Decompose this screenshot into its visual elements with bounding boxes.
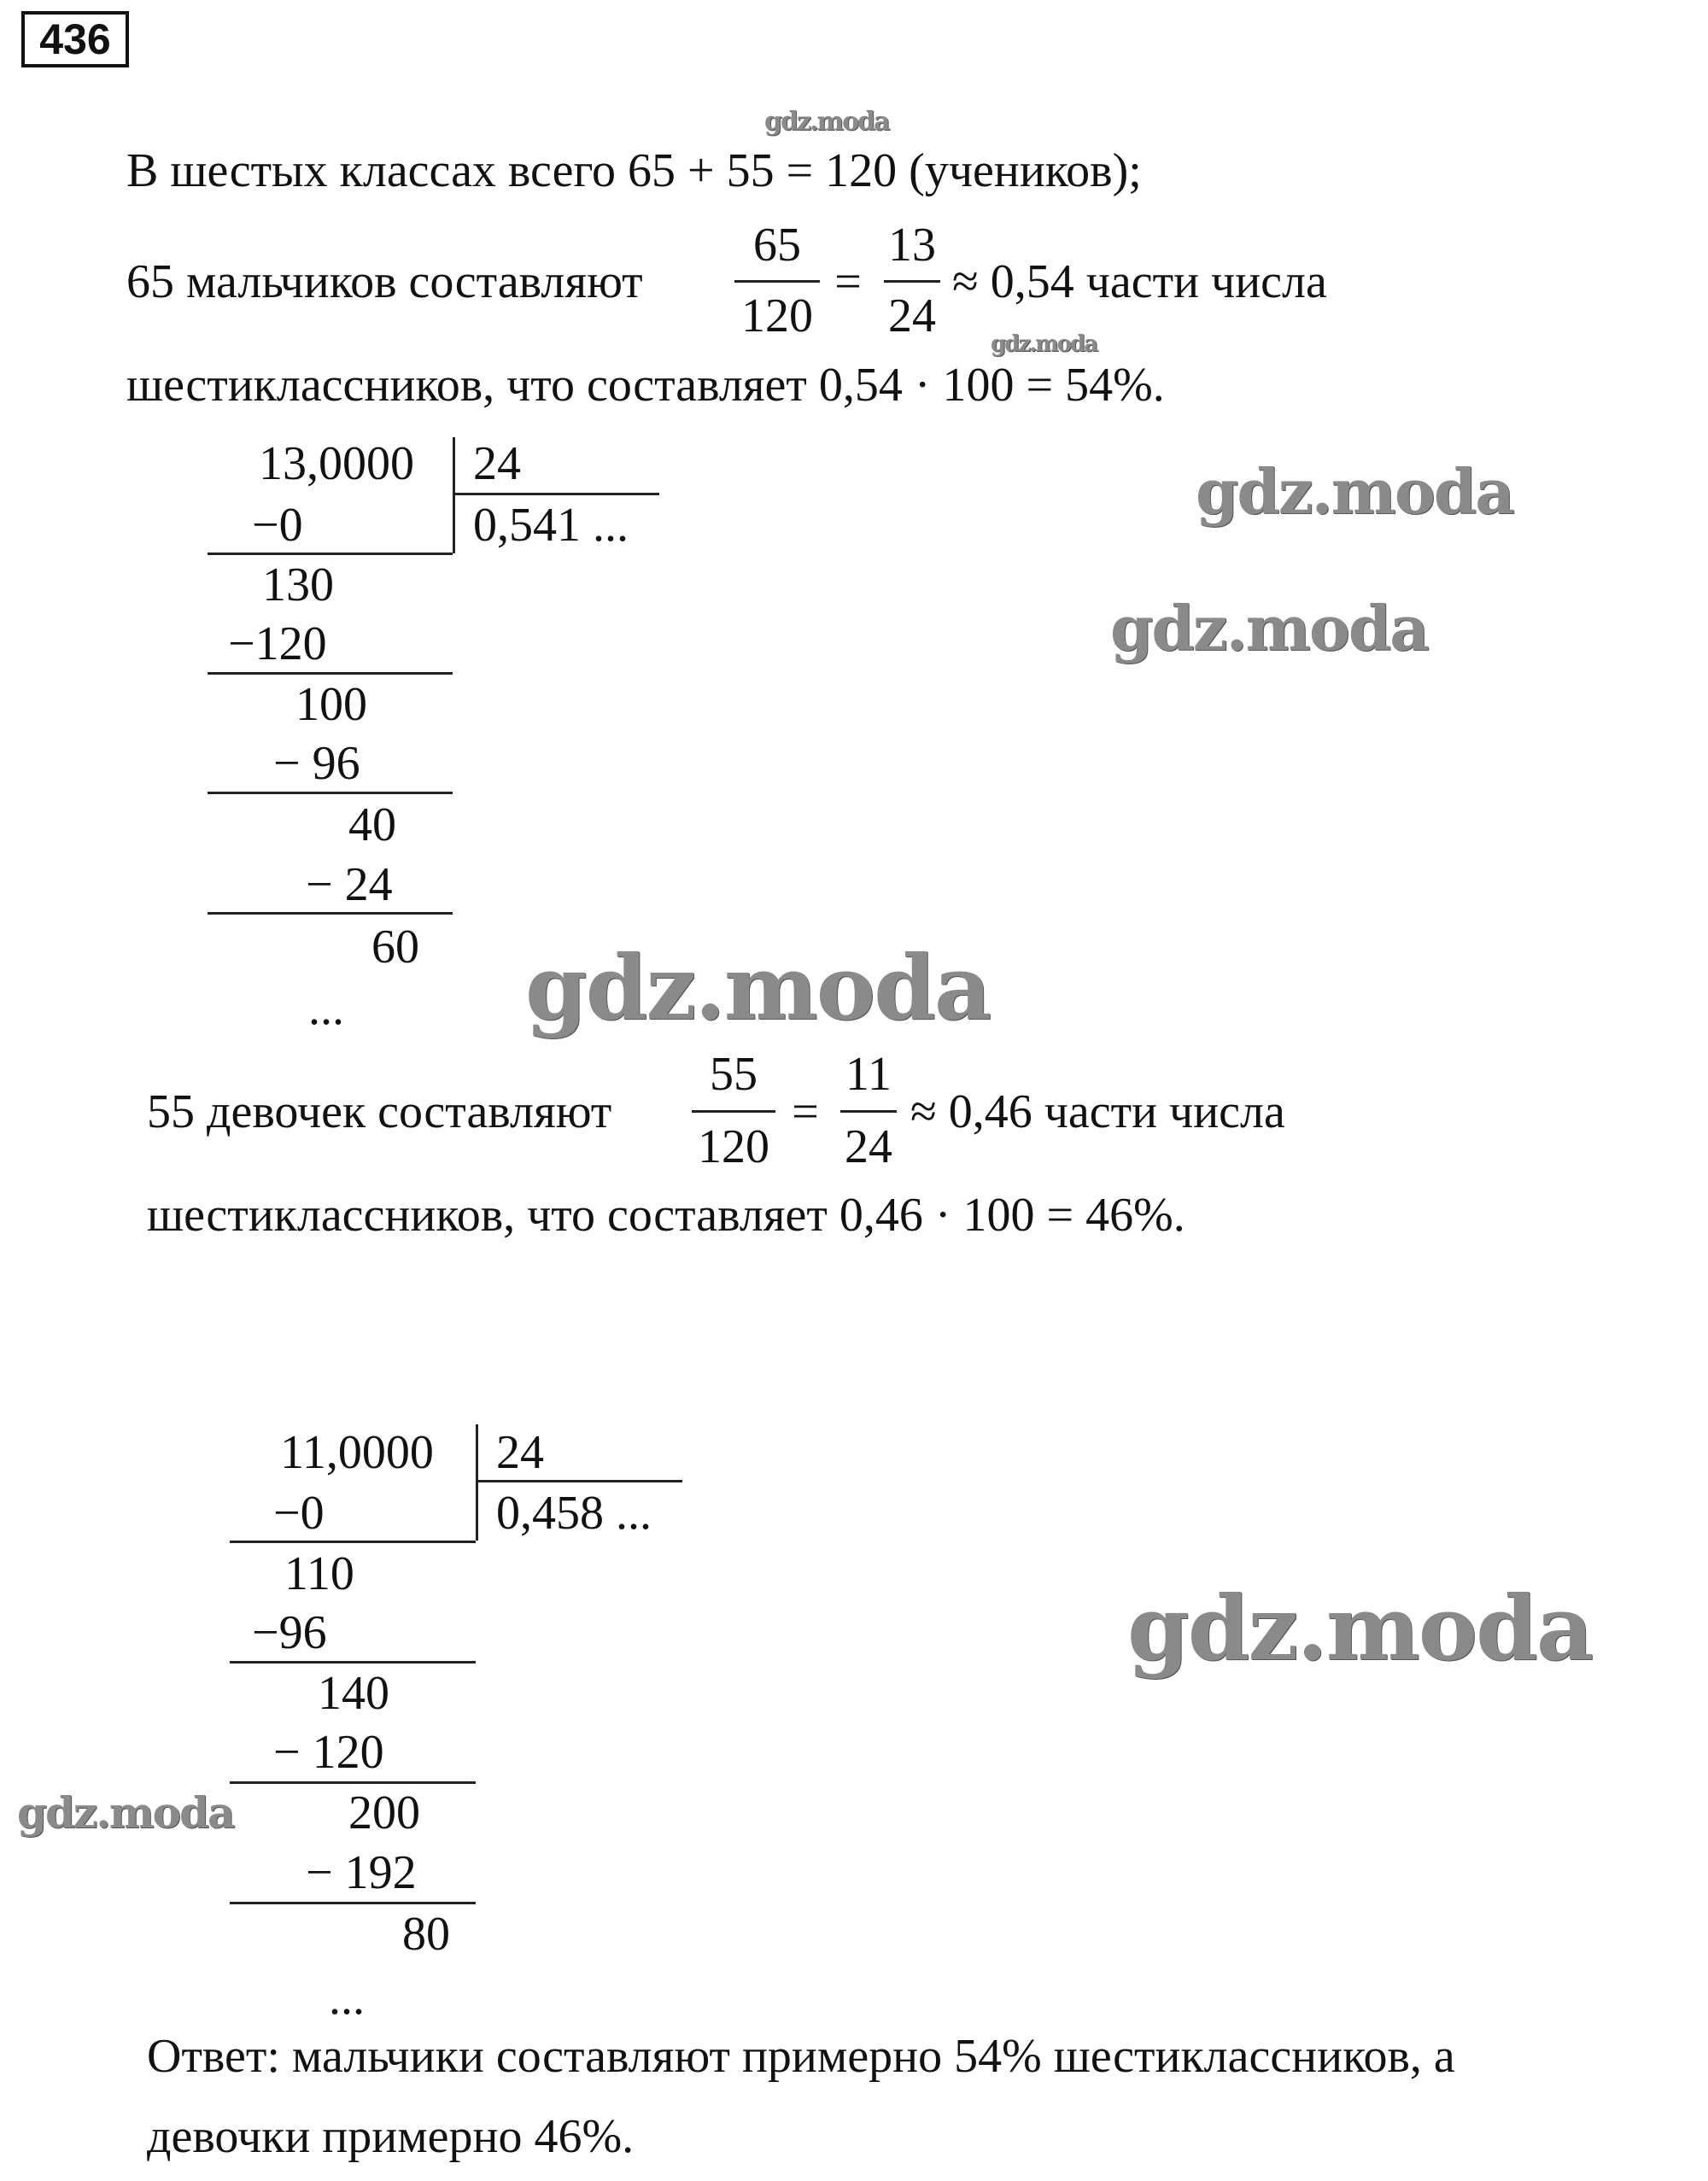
division-line [208, 912, 453, 915]
division-line [230, 1541, 476, 1543]
equals-sign: = [792, 1085, 819, 1138]
division2-row: ... [329, 1972, 365, 2025]
division-divisor-line [476, 1480, 682, 1482]
fraction-bar [734, 280, 820, 283]
division1-row: − 24 [306, 858, 393, 911]
girls-frac2-denominator: 24 [845, 1120, 892, 1173]
boys-frac2-numerator: 13 [888, 219, 936, 272]
boys-result-line: шестиклассников, что составляет 0,54 · 100 = 54%. [126, 359, 1165, 412]
watermark: gdz.moda [1127, 1576, 1593, 1681]
division-vertical-line [476, 1424, 478, 1541]
division-line [208, 672, 453, 675]
division-divisor-line [453, 493, 659, 495]
division2-row: −96 [252, 1606, 327, 1659]
watermark: gdz.moda [764, 107, 889, 137]
division2-row: 110 [284, 1547, 354, 1600]
division1-row: − 96 [273, 737, 360, 790]
fraction-bar [884, 280, 940, 283]
boys-frac1-numerator: 65 [753, 219, 801, 272]
answer-line-2: девочки примерно 46%. [147, 2110, 635, 2163]
division1-row: 40 [348, 798, 396, 851]
intro-line: В шестых классах всего 65 + 55 = 120 (учеников); [126, 144, 1142, 197]
watermark: gdz.moda [1196, 455, 1513, 528]
watermark: gdz.moda [17, 1787, 234, 1838]
division-line [208, 792, 453, 794]
division-vertical-line [453, 437, 455, 553]
girls-frac1-denominator: 120 [698, 1120, 769, 1173]
division-line [230, 1661, 476, 1664]
fraction-bar [840, 1110, 897, 1113]
division2-row: 80 [402, 1908, 450, 1961]
division2-quotient: 0,458 ... [496, 1487, 652, 1540]
watermark: gdz.moda [1110, 592, 1428, 664]
division2-divisor: 24 [496, 1426, 544, 1479]
watermark: gdz.moda [991, 331, 1097, 357]
division-line [230, 1781, 476, 1784]
watermark: gdz.moda [525, 935, 991, 1040]
girls-prefix: 55 девочек составляют [147, 1085, 612, 1138]
girls-frac1-numerator: 55 [710, 1048, 757, 1101]
division-line [230, 1902, 476, 1904]
fraction-bar [692, 1110, 775, 1113]
division2-row: −0 [273, 1487, 325, 1540]
division1-quotient: 0,541 ... [473, 499, 629, 552]
division-line [208, 553, 453, 555]
division1-dividend: 13,0000 [259, 437, 414, 490]
division1-row: 100 [295, 678, 367, 731]
division2-row: 200 [348, 1786, 420, 1839]
boys-prefix: 65 мальчиков составляют [126, 255, 643, 308]
boys-suffix: ≈ 0,54 части числа [952, 255, 1327, 308]
girls-result-line: шестиклассников, что составляет 0,46 · 100 = 46%. [147, 1189, 1185, 1242]
boys-frac1-denominator: 120 [741, 289, 813, 342]
task-number: 436 [21, 11, 129, 67]
division1-row: −120 [228, 617, 327, 670]
division1-row: 60 [371, 921, 419, 974]
boys-frac2-denominator: 24 [888, 289, 936, 342]
division2-row: − 192 [306, 1846, 417, 1899]
division1-divisor: 24 [473, 437, 521, 490]
division1-row: ... [308, 982, 344, 1035]
division2-dividend: 11,0000 [280, 1426, 434, 1479]
division1-row: −0 [252, 499, 303, 552]
equals-sign: = [834, 255, 862, 308]
girls-frac2-numerator: 11 [845, 1048, 892, 1101]
division2-row: 140 [318, 1667, 389, 1720]
division1-row: 130 [262, 558, 334, 611]
division2-row: − 120 [273, 1726, 384, 1779]
girls-suffix: ≈ 0,46 части числа [910, 1085, 1285, 1138]
answer-line-1: Ответ: мальчики составляют примерно 54% шестиклассников, а [147, 2030, 1455, 2083]
